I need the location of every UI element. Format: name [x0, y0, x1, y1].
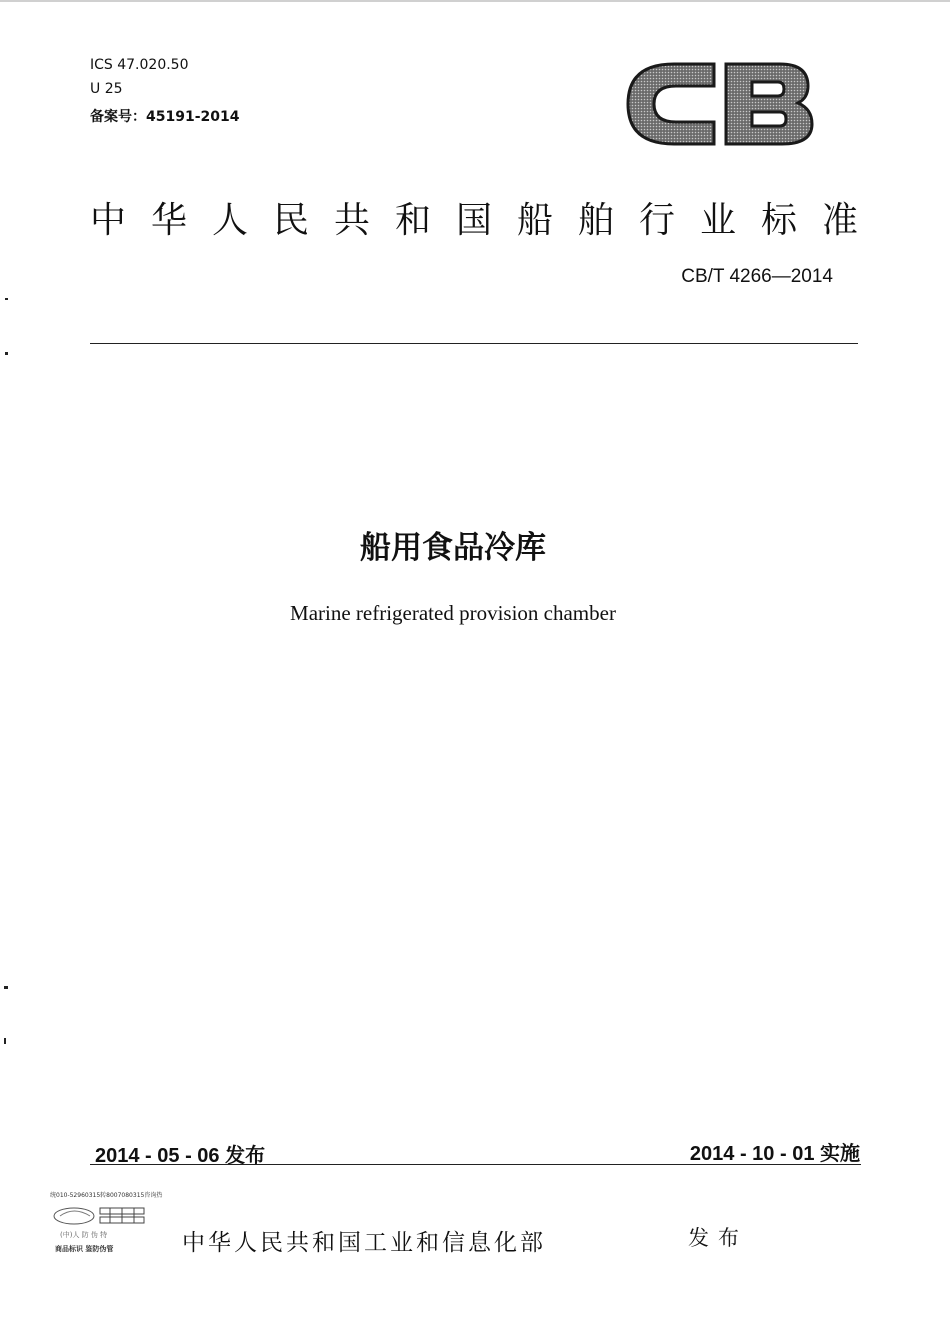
document-title-en: Marine refrigerated provision chamber	[290, 601, 616, 625]
issue-label: 发布	[225, 1143, 266, 1167]
scan-speck	[4, 1038, 6, 1044]
cb-logo-icon	[622, 56, 816, 152]
publisher-name: 中华人民共和国工业和信息化部	[182, 1230, 546, 1256]
footer-divider	[90, 1164, 861, 1165]
document-title-cn: 船用食品冷库	[360, 530, 546, 566]
anti-counterfeit-stamp	[50, 1190, 162, 1262]
ics-code: ICS 47.020.50	[90, 57, 189, 73]
category-code: U 25	[90, 81, 123, 97]
effective-date-block	[690, 1137, 860, 1166]
issue-date: 2014 - 05 - 06	[95, 1145, 220, 1167]
stamp-label: (中)人 防 伪 特	[60, 1231, 108, 1239]
scan-speck	[5, 298, 8, 300]
stamp-hotline: 统010-52960315转8007080315咨询热	[50, 1192, 163, 1199]
header-divider	[90, 343, 858, 344]
scan-speck	[5, 352, 8, 355]
effective-date: 2014 - 10 - 01	[689, 1143, 815, 1165]
scan-speck	[4, 986, 8, 989]
organization-title: 中华人民共和国船舶行业标准	[90, 200, 884, 241]
record-number: 备案号：45191-2014	[90, 109, 240, 125]
effective-label: 实施	[820, 1141, 860, 1165]
standard-number: CB/T 4266—2014	[681, 266, 833, 287]
stamp-caption: 商品标识 鉴防伪管	[55, 1245, 114, 1253]
scan-top-edge	[0, 0, 950, 2]
stamp-emblem-icon	[50, 1204, 154, 1228]
publish-label: 发布	[688, 1226, 748, 1250]
